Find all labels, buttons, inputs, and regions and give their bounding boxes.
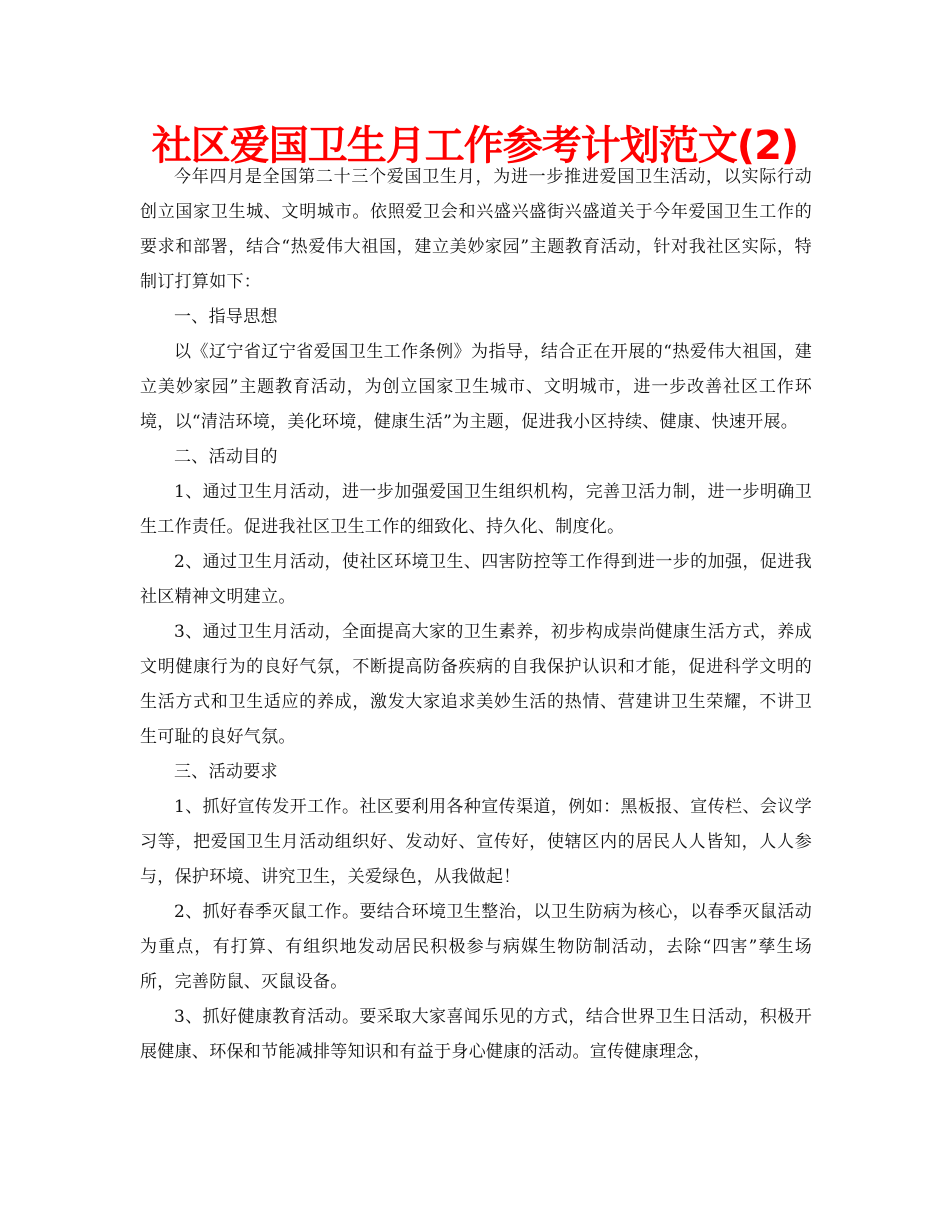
document-body <box>140 160 812 1070</box>
document-title: 社区爱国卫生月工作参考计划范文(2) <box>151 123 799 169</box>
paragraph-purpose-1: 1、通过卫生月活动，进一步加强爱国卫生组织机构，完善卫活力制，进一步明确卫生工作责任。促进我社区卫生工作的细致化、持久化、制度化。 <box>140 482 812 537</box>
section-heading-guiding-thought: 一、指导思想 <box>174 307 278 327</box>
paragraph-requirement-2: 2、抓好春季灭鼠工作。要结合环境卫生整治，以卫生防病为核心，以春季灭鼠活动为重点，有打算、有组织地发动居民积极参与病媒生物防制活动，去除“四害”孳生场所，完善防鼠、灭鼠设备。 <box>140 902 812 992</box>
paragraph-guiding-thought: 以《辽宁省辽宁省爱国卫生工作条例》为指导，结合正在开展的“热爱伟大祖国，建立美妙家园”主题教育活动，为创立国家卫生城市、文明城市，进一步改善社区工作环境，以“清洁环境，美化环境，健康生活”为主题，促进我小区持续、健康、快速开展。 <box>140 342 812 432</box>
paragraph-purpose-3: 3、通过卫生月活动，全面提高大家的卫生素养，初步构成崇尚健康生活方式，养成文明健康行为的良好气氛，不断提高防备疾病的自我保护认识和才能，促进科学文明的生活方式和卫生适应的养成，激发大家追求美妙生活的热情、营建讲卫生荣耀，不讲卫生可耻的良好气氛。 <box>140 622 812 747</box>
paragraph-requirement-1: 1、抓好宣传发开工作。社区要利用各种宣传渠道，例如：黑板报、宣传栏、会议学习等，把爱国卫生月活动组织好、发动好、宣传好，使辖区内的居民人人皆知，人人参与，保护环境、讲究卫生，关爱绿色，从我做起！ <box>140 797 812 887</box>
paragraph-purpose-2: 2、通过卫生月活动，使社区环境卫生、四害防控等工作得到进一步的加强，促进我社区精神文明建立。 <box>140 552 812 607</box>
section-heading-activity-requirements: 三、活动要求 <box>174 762 278 782</box>
paragraph-requirement-3: 3、抓好健康教育活动。要采取大家喜闻乐见的方式，结合世界卫生日活动，积极开展健康、环保和节能减排等知识和有益于身心健康的活动。宣传健康理念， <box>140 1007 812 1062</box>
section-heading-activity-purpose: 二、活动目的 <box>174 447 278 467</box>
paragraph-intro: 今年四月是全国第二十三个爱国卫生月，为进一步推进爱国卫生活动，以实际行动创立国家卫生城、文明城市。依照爱卫会和兴盛兴盛街兴盛道关于今年爱国卫生工作的要求和部署，结合“热爱伟大祖国，建立美妙家园”主题教育活动，针对我社区实际，特制订打算如下： <box>140 167 812 292</box>
